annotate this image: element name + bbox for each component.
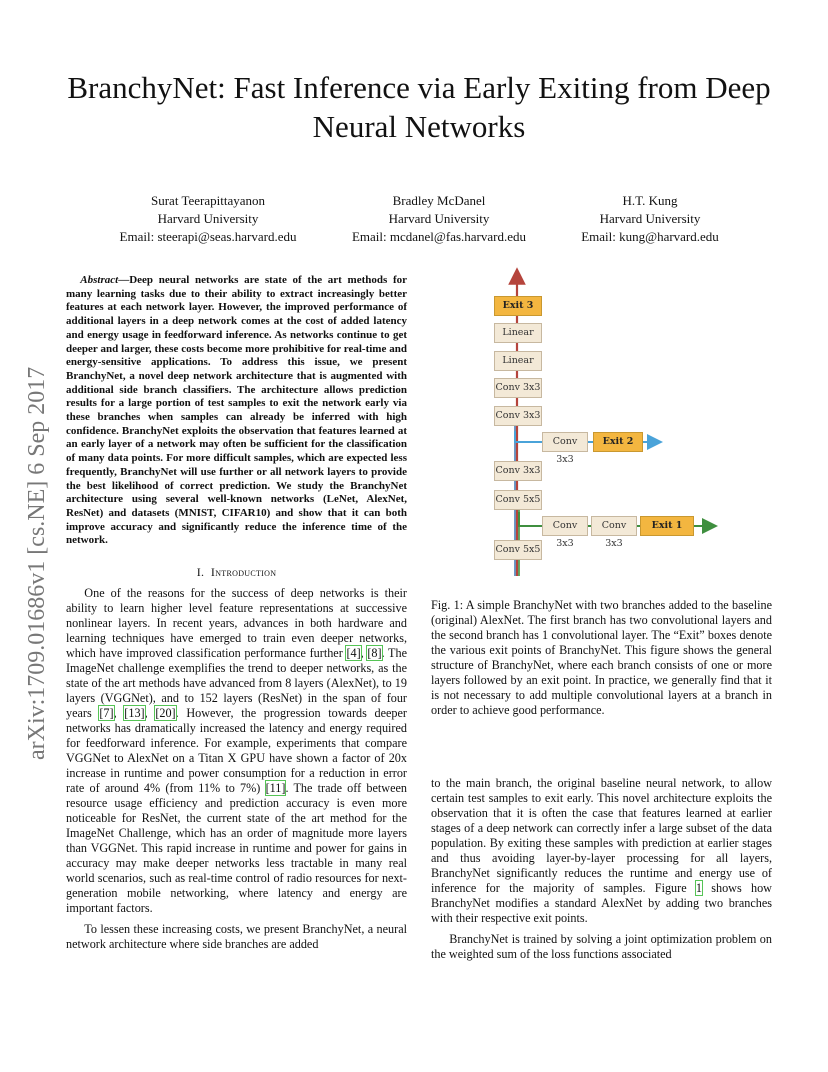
linear-block: Linear (494, 323, 542, 343)
abstract-text: —Deep neural networks are state of the art methods for many learning tasks due to their ability to extract increasingly better features at each network layer. However, the improved performance of additional layers in a deep network comes at the cost of added latency and energy usage in feedforward inference. As networks continue to get deeper and larger, these costs become more prohibitive for real-time and energy-sensitive applications. To address this issue, we present BranchyNet, a novel deep network architecture that is augmented with additional side branch classifiers. The architecture allows prediction results for a large portion of test samples to exit the network early via these branches when samples can already be inferred with high confidence. BranchyNet exploits the observation that features learned at an early layer of a network may often be sufficient for the classification of many data points. For more difficult samples, which are expected less frequently, BranchyNet will use further or all network layers to provide the best likelihood of correct prediction. We study the BranchyNet architecture using several well-known networks (LeNet, AlexNet, ResNet) and datasets (MNIST, CIFAR10) and show that it can both improve accuracy and significantly reduce the inference time of the network. (66, 274, 407, 547)
exit1-block: Exit 1 (640, 516, 694, 536)
author-affiliation: Harvard University (388, 211, 490, 226)
intro-paragraph-2: To lessen these increasing costs, we present BranchyNet, a neural network architecture where side branches are added (66, 922, 407, 952)
linear-block: Linear (494, 351, 542, 371)
right-column (431, 776, 772, 968)
author-block-2 (338, 192, 540, 246)
caption-text: Fig. 1: A simple BranchyNet with two branches added to the baseline (original) AlexNet. The first branch has two convolutional layers and the second branch has 1 convolutional layer. The “Exit” boxes denote the various exit points of BranchyNet. This figure shows the general structure of BranchyNet, where each branch consists of one or more layers followed by an exit point. In practice, we generally find that it is not necessary to add multiple convolutional layers at a branch in order to achieve good performance. (431, 598, 772, 717)
figure-ref-link[interactable]: 1 (695, 881, 702, 895)
author-name: Surat Teerapittayanon (150, 193, 265, 208)
citation-link[interactable]: [7] (99, 706, 114, 721)
citation-link[interactable]: [13] (124, 706, 145, 721)
right-paragraph-2: BranchyNet is trained by solving a joint optimization problem on the weighted sum of the loss functions associated (431, 932, 772, 961)
author-block-3 (566, 192, 734, 246)
author-email: Email: mcdanel@fas.harvard.edu (351, 229, 527, 244)
author-email: Email: steerapi@seas.harvard.edu (119, 229, 297, 244)
conv-block: Conv 3x3 (494, 378, 542, 398)
conv-block: Conv 3x3 (494, 406, 542, 426)
branch1-conv-block: Conv 3x3 (591, 516, 637, 536)
citation-link[interactable]: [4] (346, 646, 361, 661)
arxiv-stamp: arXiv:1709.01686v1 [cs.NE] 6 Sep 2017 (24, 366, 50, 760)
citation-link[interactable]: [8] (367, 646, 382, 661)
author-email: Email: kung@harvard.edu (581, 229, 719, 244)
conv-block: Conv 5x5 (494, 540, 542, 560)
paper-title: BranchyNet: Fast Inference via Early Exiting from Deep Neural Networks (67, 70, 771, 144)
branchynet-figure (480, 266, 780, 576)
exit3-block: Exit 3 (494, 296, 542, 316)
abstract (66, 274, 407, 548)
author-affiliation: Harvard University (599, 211, 701, 226)
author-name: H.T. Kung (622, 193, 678, 208)
branch2-conv-block: Conv 3x3 (542, 432, 588, 452)
branch1-conv-block: Conv 3x3 (542, 516, 588, 536)
section-title: Introduction (210, 565, 277, 580)
citation-link[interactable]: [20] (155, 706, 176, 721)
abstract-lead: Abstract (80, 274, 119, 286)
figure-caption (431, 598, 772, 718)
author-name: Bradley McDanel (392, 193, 486, 208)
author-block-1 (108, 192, 308, 246)
intro-paragraph-1: One of the reasons for the success of deep networks is their ability to learn higher level feature representations at successive nonlinear layers. In recent years, advances in both hardware and learning techniques have emerged to train even deeper networks, which have improved classification performance further [4], [8]. The ImageNet challenge exemplifies the trend to deeper networks, as the state of the art methods have advanced from 8 layers (AlexNet), to 19 layers (VGGNet), and to 152 layers (ResNet) in the span of four years [7], [13], [20]. However, the progression towards deeper networks has dramatically increased the latency and energy required for feedforward inference. For example, experiments that compare VGGNet to AlexNet on a Titan X GPU have shown a factor of 20x increase in runtime and power consumption for a reduction in error rate of around 4% (from 11% to 7%) [11]. The trade off between resource usage efficiency and prediction accuracy is even more noticeable for ResNet, the current state of the art method for the ImageNet Challenge, which has an order of magnitude more layers than VGGNet. This rapid increase in runtime and power for gains in accuracy may make deeper networks less tractable in many real world scenarios, such as real-time control of radio resources for next-generation mobile networking, where latency and energy are important factors. (66, 586, 408, 916)
section-number: I. (196, 565, 205, 580)
exit2-block: Exit 2 (593, 432, 643, 452)
right-paragraph-1: to the main branch, the original baseline neural network, to allow certain test samples to exit early. This novel architecture exploits the observation that it is often the case that features learned at earlier stages of a deep network can correctly infer a large subset of the data population. By exiting these samples with prediction at earlier stages and thus avoiding layer-by-layer processing for all layers, BranchyNet significantly reduces the runtime and energy use of inference for the majority of samples. Figure 1 shows how BranchyNet modifies a standard AlexNet by adding two branches with their respective exit points. (431, 776, 772, 925)
author-affiliation: Harvard University (157, 211, 259, 226)
section-heading (66, 564, 407, 580)
left-column (66, 274, 407, 958)
citation-link[interactable]: [11] (265, 781, 286, 796)
conv-block: Conv 5x5 (494, 490, 542, 510)
conv-block: Conv 3x3 (494, 461, 542, 481)
